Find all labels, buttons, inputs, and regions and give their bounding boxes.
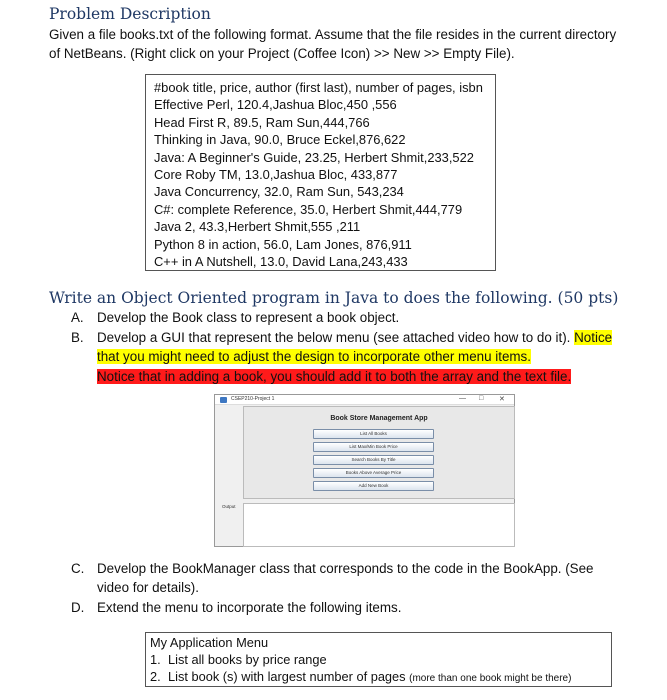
output-label: Output [222, 504, 236, 509]
item-text: Extend the menu to incorporate the following items. [97, 600, 402, 615]
task-heading: Write an Object Oriented program in Java to does the following. (50 pts) [49, 289, 619, 307]
task-item-c [71, 559, 631, 578]
data-line: C++ in A Nutshell, 13.0, David Lana,243,433 [154, 254, 408, 270]
gui-screenshot [214, 394, 515, 547]
gui-titlebar [215, 395, 514, 405]
red-highlight-line: Notice that in adding a book, you should add it to both the array and the text file. [97, 369, 572, 384]
menu-item-number: 1. [150, 652, 161, 667]
item-text: Develop the BookManager class that corresponds to the code in the BookApp. (See [97, 561, 594, 576]
java-app-icon [220, 397, 227, 403]
problem-description-heading: Problem Description [49, 5, 211, 23]
task-item-d [71, 598, 631, 617]
output-textarea[interactable] [243, 503, 515, 547]
item-letter: D. [71, 600, 85, 615]
data-line: Python 8 in action, 56.0, Lam Jones, 876,911 [154, 236, 412, 252]
menu-title: My Application Menu [150, 635, 269, 650]
item-text: Develop the Book class to represent a book object. [97, 310, 400, 325]
minimize-icon[interactable]: — [459, 395, 466, 402]
list-max-min-price-button[interactable]: List Max/Min Book Price [313, 442, 434, 452]
data-line: Java: A Beginner's Guide, 23.25, Herbert Shmit,233,522 [154, 149, 474, 165]
notice-highlight: Notice [574, 330, 613, 345]
data-line: C#: complete Reference, 35.0, Herbert Shmit,444,779 [154, 201, 463, 217]
list-all-books-button[interactable]: List All Books [313, 429, 434, 439]
menu-item [150, 651, 611, 668]
books-file-format-box [145, 74, 496, 271]
application-menu-box [145, 632, 612, 687]
data-line: Thinking in Java, 90.0, Bruce Eckel,876,622 [154, 132, 406, 148]
data-line: Java Concurrency, 32.0, Ram Sun, 543,234 [154, 184, 404, 200]
item-text [97, 328, 612, 347]
data-line: Java 2, 43.3,Herbert Shmit,555 ,211 [154, 219, 361, 235]
item-letter: A. [71, 310, 84, 325]
menu-item-text: List book (s) with largest number of pages [168, 669, 410, 684]
close-icon[interactable]: ✕ [499, 396, 505, 403]
item-text-plain: Develop a GUI that represent the below menu (see attached video how to do it). [97, 330, 575, 345]
menu-item-note: (more than one book might be there) [409, 673, 572, 684]
gui-window-title: CSEP210-Project 1 [231, 396, 275, 402]
gui-app-heading: Book Store Management App [330, 415, 428, 422]
intro-paragraph: Given a file books.txt of the following format. Assume that the file resides in the current directory of NetBeans. (Right click on your Project (Coffee Icon) >> New >> Empty File). [49, 27, 617, 61]
item-letter: C. [71, 561, 85, 576]
maximize-icon[interactable]: □ [479, 395, 484, 402]
books-above-average-button[interactable]: Books Above Average Price [313, 468, 434, 478]
data-line: Core Roby TM, 13.0,Jashua Bloc, 433,877 [154, 167, 398, 183]
item-text-continuation: video for details). [97, 580, 199, 595]
add-new-book-button[interactable]: Add New Book [313, 481, 434, 491]
notice-highlight-line: that you might need to adjust the design to incorporate other menu items. [97, 349, 531, 364]
data-line: #book title, price, author (first last), number of pages, isbn [154, 80, 483, 95]
data-line: Head First R, 89.5, Ram Sun,444,766 [154, 114, 370, 130]
menu-item [150, 668, 611, 685]
data-line: Effective Perl, 120.4,Jashua Bloc,450 ,556 [154, 97, 397, 113]
task-item-a [71, 308, 631, 327]
gui-menu-panel [243, 406, 515, 499]
menu-item-number: 2. [150, 669, 161, 684]
item-letter: B. [71, 330, 84, 345]
menu-item-text: List all books by price range [168, 652, 327, 667]
search-by-title-button[interactable]: Search Books By Title [313, 455, 434, 465]
task-item-b [71, 328, 631, 347]
